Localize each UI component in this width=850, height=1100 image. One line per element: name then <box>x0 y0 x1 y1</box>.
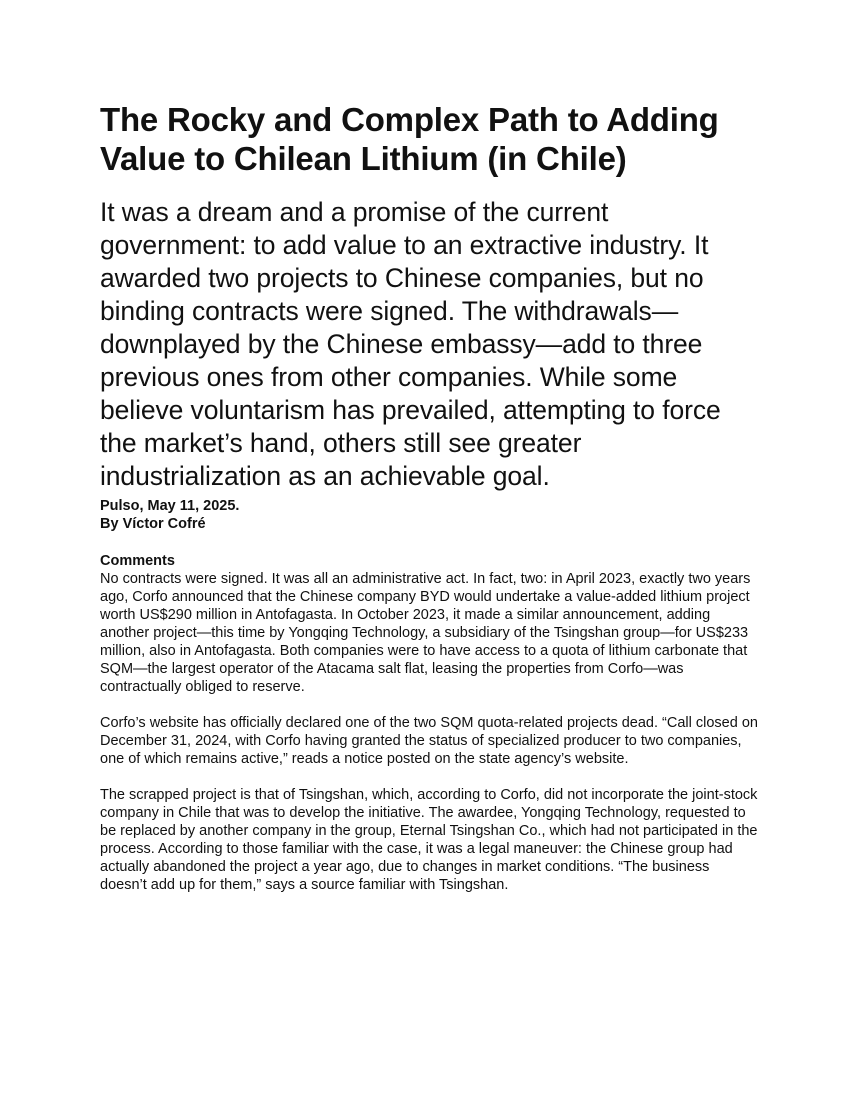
body-paragraph: No contracts were signed. It was all an administrative act. In fact, two: in April 2023, exactly two years ago, Corfo announced that the Chinese company BYD would undertake a value-added lithium project worth US$290 million in Antofagasta. In October 2023, it made a similar announcement, adding another project—this time by Yongqing Technology, a subsidiary of the Tsingshan group—for US$233 million, also in Antofagasta. Both companies were to have access to a quota of lithium carbonate that SQM—the largest operator of the Atacama salt flat, leasing the properties from Corfo—was contractually obliged to reserve. <box>100 571 751 695</box>
comments-heading: Comments <box>100 553 175 569</box>
body-paragraph: Corfo’s website has officially declared one of the two SQM quota-related projects dead. “Call closed on December 31, 2024, with Corfo having granted the status of specialized producer to two companies, one of which remains active,” reads a notice posted on the state agency’s website. <box>100 715 758 767</box>
body-paragraph: The scrapped project is that of Tsingshan, which, according to Corfo, did not incorporate the joint-stock company in Chile that was to develop the initiative. The awardee, Yongqing Technology, requested to be replaced by another company in the group, Eternal Tsingshan Co., which had not participated in the process. According to those familiar with the case, it was a legal maneuver: the Chinese group had actually abandoned the project a year ago, due to changes in market conditions. “The business doesn’t add up for them,” says a source familiar with Tsingshan. <box>100 787 758 893</box>
byline: By Víctor Cofré <box>100 516 206 532</box>
source-date: Pulso, May 11, 2025. <box>100 498 240 514</box>
article-body <box>100 570 760 894</box>
article-subtitle: It was a dream and a promise of the current government: to add value to an extractive industry. It awarded two projects to Chinese companies, but no binding contracts were signed. The withdrawals—downplayed by the Chinese embassy—add to three previous ones from other companies. While some believe voluntarism has prevailed, attempting to force the market’s hand, others still see greater industrialization as an achievable goal. <box>100 197 721 491</box>
article-title: The Rocky and Complex Path to Adding Value to Chilean Lithium (in Chile) <box>100 101 719 177</box>
article <box>100 100 760 912</box>
